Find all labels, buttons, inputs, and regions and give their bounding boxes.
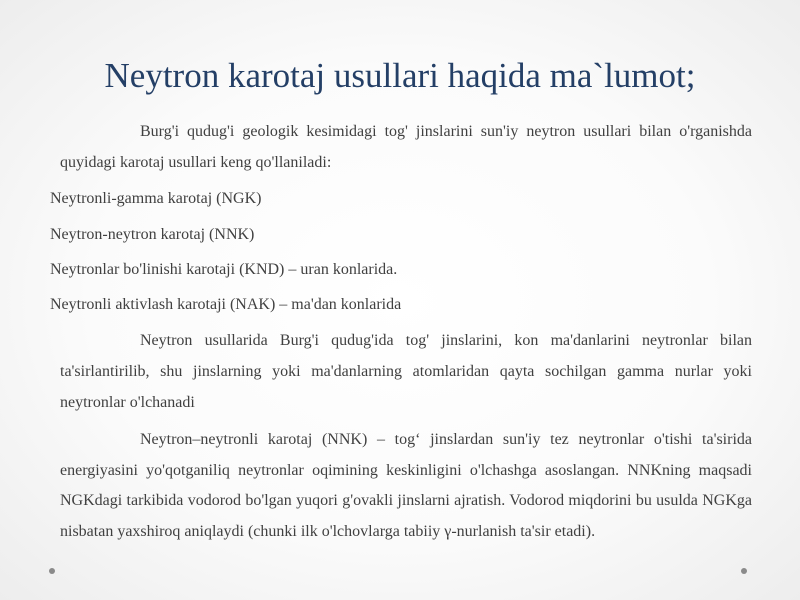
method-list-item-ngk: Neytronli-gamma karotaj (NGK) bbox=[50, 190, 262, 207]
decorative-dot-left bbox=[49, 568, 55, 574]
slide-title: Neytron karotaj usullari haqida ma`lumot; bbox=[104, 56, 696, 95]
nnk-description-text: Neytron–neytronli karotaj (NNK) – tog‘ jinslardan sun'iy tez neytronlar o'tishi ta'sirida energiyasini yo'qotganiliq neytronlar oqimining keskinligini o'lchashga asoslangan. NNKning maqsadi NGKdagi tarkibida vodorod bo'lgan yuqori g'ovakli jinslarni ajratish. Vodorod miqdorini bu usulda NGKga nisbatan yaxshiroq aniqlaydi (chunki ilk o'lchovlarga tabiiy γ-nurlanish ta'sir etadi). bbox=[60, 431, 752, 540]
intro-paragraph bbox=[60, 116, 752, 178]
intro-text: Burg'i qudug'i geologik kesimidagi tog' jinslarini sun'iy neytron usullari bilan o'rganishda quyidagi karotaj usullari keng qo'llaniladi: bbox=[60, 123, 752, 171]
neutron-methods-text: Neytron usullarida Burg'i qudug'ida tog' jinslarini, kon ma'danlarini neytronlar bilan ta'sirlantirilib, shu jinslarning yoki ma'danlarning atomlaridan qayta sochilgan gamma nurlar yoki neytronlar o'lchanadi bbox=[60, 332, 752, 411]
decorative-dot-right bbox=[741, 568, 747, 574]
method-list-item-knd: Neytronlar bo'linishi karotaji (KND) – uran konlarida. bbox=[50, 261, 398, 278]
neutron-methods-paragraph bbox=[60, 325, 752, 418]
method-list-item-nak: Neytronli aktivlash karotaji (NAK) – ma'dan konlarida bbox=[50, 296, 402, 313]
nnk-description-paragraph bbox=[60, 425, 752, 547]
method-list-item-nnk: Neytron-neytron karotaj (NNK) bbox=[50, 226, 255, 243]
